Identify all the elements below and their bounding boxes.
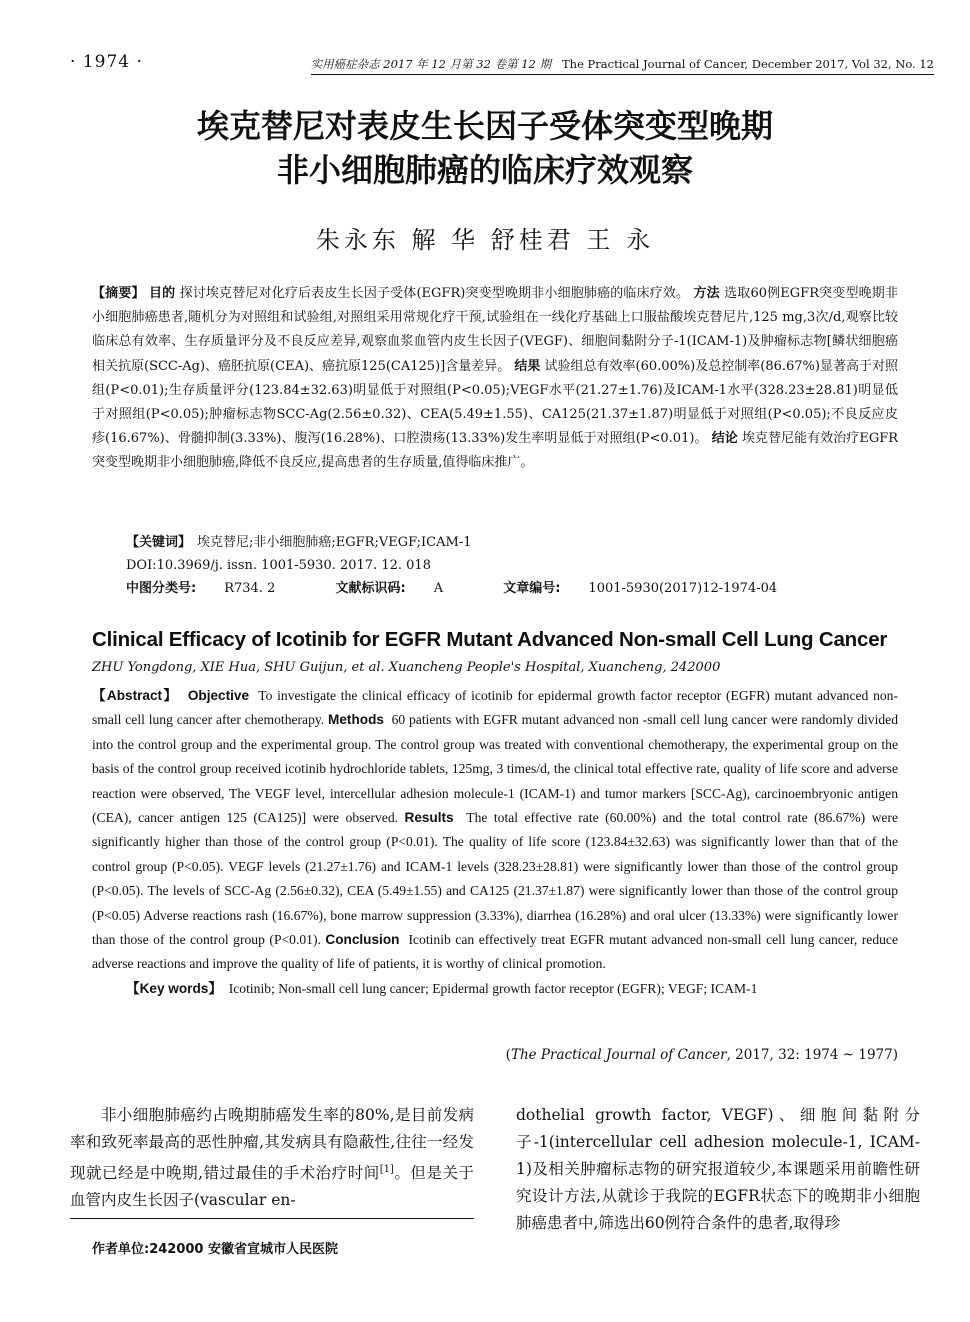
author-affiliation: 作者单位:242000 安徽省宣城市人民医院: [92, 1242, 338, 1257]
article-no-label: 文章编号:: [503, 581, 561, 596]
keywords-en-label: 【Key words】: [126, 980, 222, 996]
methods-en: 60 patients with EGFR mutant advanced non -small cell lung cancer were randomly divided into the control group and the experimental group. The control group was treated with conventional chemotherapy, the experimental group on the basis of the control group received icotinib hydrochloride tablets, 125mg, 3 times/d, the clinical total effective rate, quality of life score and adverse reaction were observed, The VEGF level, intercellular adhesion molecule-1 (ICAM-1) and tumor markers [SCC-Ag), carcinoembryonic antigen (CEA), cancer antigen 125 (CA125)] were observed.: [92, 712, 898, 826]
objective-cn-label: 目的: [148, 286, 176, 301]
citation-open: (: [505, 1047, 511, 1063]
clc-value: R734. 2: [224, 581, 276, 596]
keywords-cn-text: 埃克替尼;非小细胞肺癌;EGFR;VEGF;ICAM-1: [197, 535, 472, 550]
results-en-label: Results: [404, 810, 454, 826]
classification-line: [126, 578, 898, 600]
conclusion-cn-label: 结论: [711, 431, 738, 447]
body-column-right: [516, 1102, 920, 1237]
conclusion-en: Icotinib can effectively treat EGFR mutant advanced non-small cell lung cancer, reduce adverse reactions and improve the quality of life of patients, it is worthy of clinical promotion.: [92, 932, 898, 972]
article-no-value: 1001-5930(2017)12-1974-04: [588, 581, 778, 596]
doc-code-label: 文献标识码:: [335, 581, 406, 596]
reference-1[interactable]: [1]: [379, 1164, 394, 1175]
journal-name-cn: 实用癌症杂志 2017 年 12 月第 32 卷第 12 期: [310, 57, 552, 71]
citation: [506, 1047, 898, 1063]
methods-cn: 选取60例EGFR突变型晚期非小细胞肺癌患者,随机分为对照组和试验组,对照组采用常规化疗干预,试验组在一线化疗基础上口服盐酸埃克替尼片,125 mg,3次/d,观察比较临床总有效率、生存质量评分及不良反应差异,观察血浆血管内皮生长因子(VEGF)、细胞间黏附分子-1(ICAM-1)及肿瘤标志物[鳞状细胞癌相关抗原(SCC-Ag)、癌胚抗原(CEA)、癌抗原125(CA125)]含量差异。: [92, 286, 898, 374]
title-cn-line1: 埃克替尼对表皮生长因子受体突变型晚期: [196, 107, 773, 145]
methods-en-label: Methods: [328, 712, 384, 728]
doi: DOI:10.3969/j. issn. 1001-5930. 2017. 12. 018: [126, 558, 431, 573]
abstract-cn-label: 【摘要】: [92, 286, 145, 301]
keywords-en-text: Icotinib; Non-small cell lung cancer; Epidermal growth factor receptor (EGFR); VEGF; ICAM-1: [228, 980, 758, 996]
objective-en-label: Objective: [187, 688, 250, 703]
title-cn-line2: 非小细胞肺癌的临床疗效观察: [276, 151, 693, 189]
doc-code-value: A: [433, 581, 444, 596]
results-cn: 试验组总有效率(60.00%)及总控制率(86.67%)显著高于对照组(P<0.01);生存质量评分(123.84±32.63)明显低于对照组(P<0.05);VEGF水平(21.27±1.76)及ICAM-1水平(328.23±28.81)明显低于对照组(P<0.05);肿瘤标志物SCC-Ag(2.56±0.32)、CEA(5.49±1.55)、CA125(21.37±1.87)明显低于对照组(P<0.05);不良反应皮疹(16.67%)、骨髓抑制(3.33%)、腹泻(16.28%)、口腔溃疡(13.33%)发生率明显低于对照组(P<0.01)。: [92, 358, 898, 447]
running-header: [70, 52, 934, 80]
footnote-divider: [70, 1218, 474, 1219]
body-column-left: [70, 1102, 474, 1214]
keywords-cn-label: 【关键词】: [126, 535, 192, 550]
article-title-en: Clinical Efficacy of Icotinib for EGFR Mutant Advanced Non-small Cell Lung Cancer: [92, 628, 888, 651]
citation-rest: , 2017, 32: 1974 ~ 1977): [726, 1047, 898, 1063]
article-title-cn: [0, 104, 970, 192]
conclusion-cn: 埃克替尼能有效治疗EGFR突变型晚期非小细胞肺癌,降低不良反应,提高患者的生存质量,值得临床推广。: [92, 431, 899, 471]
journal-name-en: The Practical Journal of Cancer, December 2017, Vol 32, No. 12: [562, 57, 934, 71]
abstract-cn: [92, 282, 898, 476]
abstract-en-label: 【Abstract】: [92, 688, 179, 703]
body-right-text: dothelial growth factor, VEGF)、细胞间黏附分子-1(intercellular cell adhesion molecule-1, ICAM-1)及相关肿瘤标志物的研究报道较少,本课题采用前瞻性研究设计方法,从就诊于我院的EGFR状态下的晚期非小细胞肺癌患者中,筛选出60例符合条件的患者,取得珍: [516, 1106, 920, 1232]
clc-label: 中图分类号:: [126, 581, 197, 596]
keywords-cn: [126, 532, 898, 554]
results-cn-label: 结果: [514, 358, 541, 374]
results-en: The total effective rate (60.00%) and the total control rate (86.67%) were significantly higher than those of the control group (P<0.01). The quality of life score (123.84±32.63) was significantly lower than that of the control group (P<0.05). VEGF levels (21.27±1.76) and ICAM-1 levels (328.23±28.81) were significantly lower than those of the control group (P<0.05). The levels of SCC-Ag (2.56±0.32), CEA (5.49±1.55) and CA125 (21.37±1.87) were significantly lower than those of the control group (P<0.05) Adverse reactions rash (16.67%), bone marrow suppression (3.33%), diarrhea (16.28%) and oral ulcer (13.33%) were significantly lower than those of the control group (P<0.01).: [92, 810, 898, 948]
page-number: · 1974 ·: [70, 52, 143, 72]
conclusion-en-label: Conclusion: [325, 932, 400, 948]
body-left-text2: 。但是关于血管内皮生长因子(vascular en-: [70, 1164, 474, 1210]
methods-cn-label: 方法: [693, 286, 720, 301]
objective-cn: 探讨埃克替尼对化疗后表皮生长因子受体(EGFR)突变型晚期非小细胞肺癌的临床疗效。: [179, 286, 690, 301]
authors-en: ZHU Yongdong, XIE Hua, SHU Guijun, et al. Xuancheng People's Hospital, Xuancheng, 242000: [92, 660, 721, 675]
body-left-text: 非小细胞肺癌约占晚期肺癌发生率的80%,是目前发病率和致死率最高的恶性肿瘤,其发病具有隐蔽性,往往一经发现就已经是中晚期,错过最佳的手术治疗时间: [70, 1106, 474, 1183]
objective-en: To investigate the clinical efficacy of icotinib for epidermal growth factor receptor (EGFR) mutant advanced non-small cell lung cancer after chemotherapy.: [92, 688, 898, 728]
authors-cn: 朱永东 解 华 舒桂君 王 永: [315, 226, 655, 254]
citation-journal: The Practical Journal of Cancer: [510, 1047, 727, 1063]
journal-running-title: [311, 56, 934, 75]
abstract-en: [92, 684, 898, 1001]
